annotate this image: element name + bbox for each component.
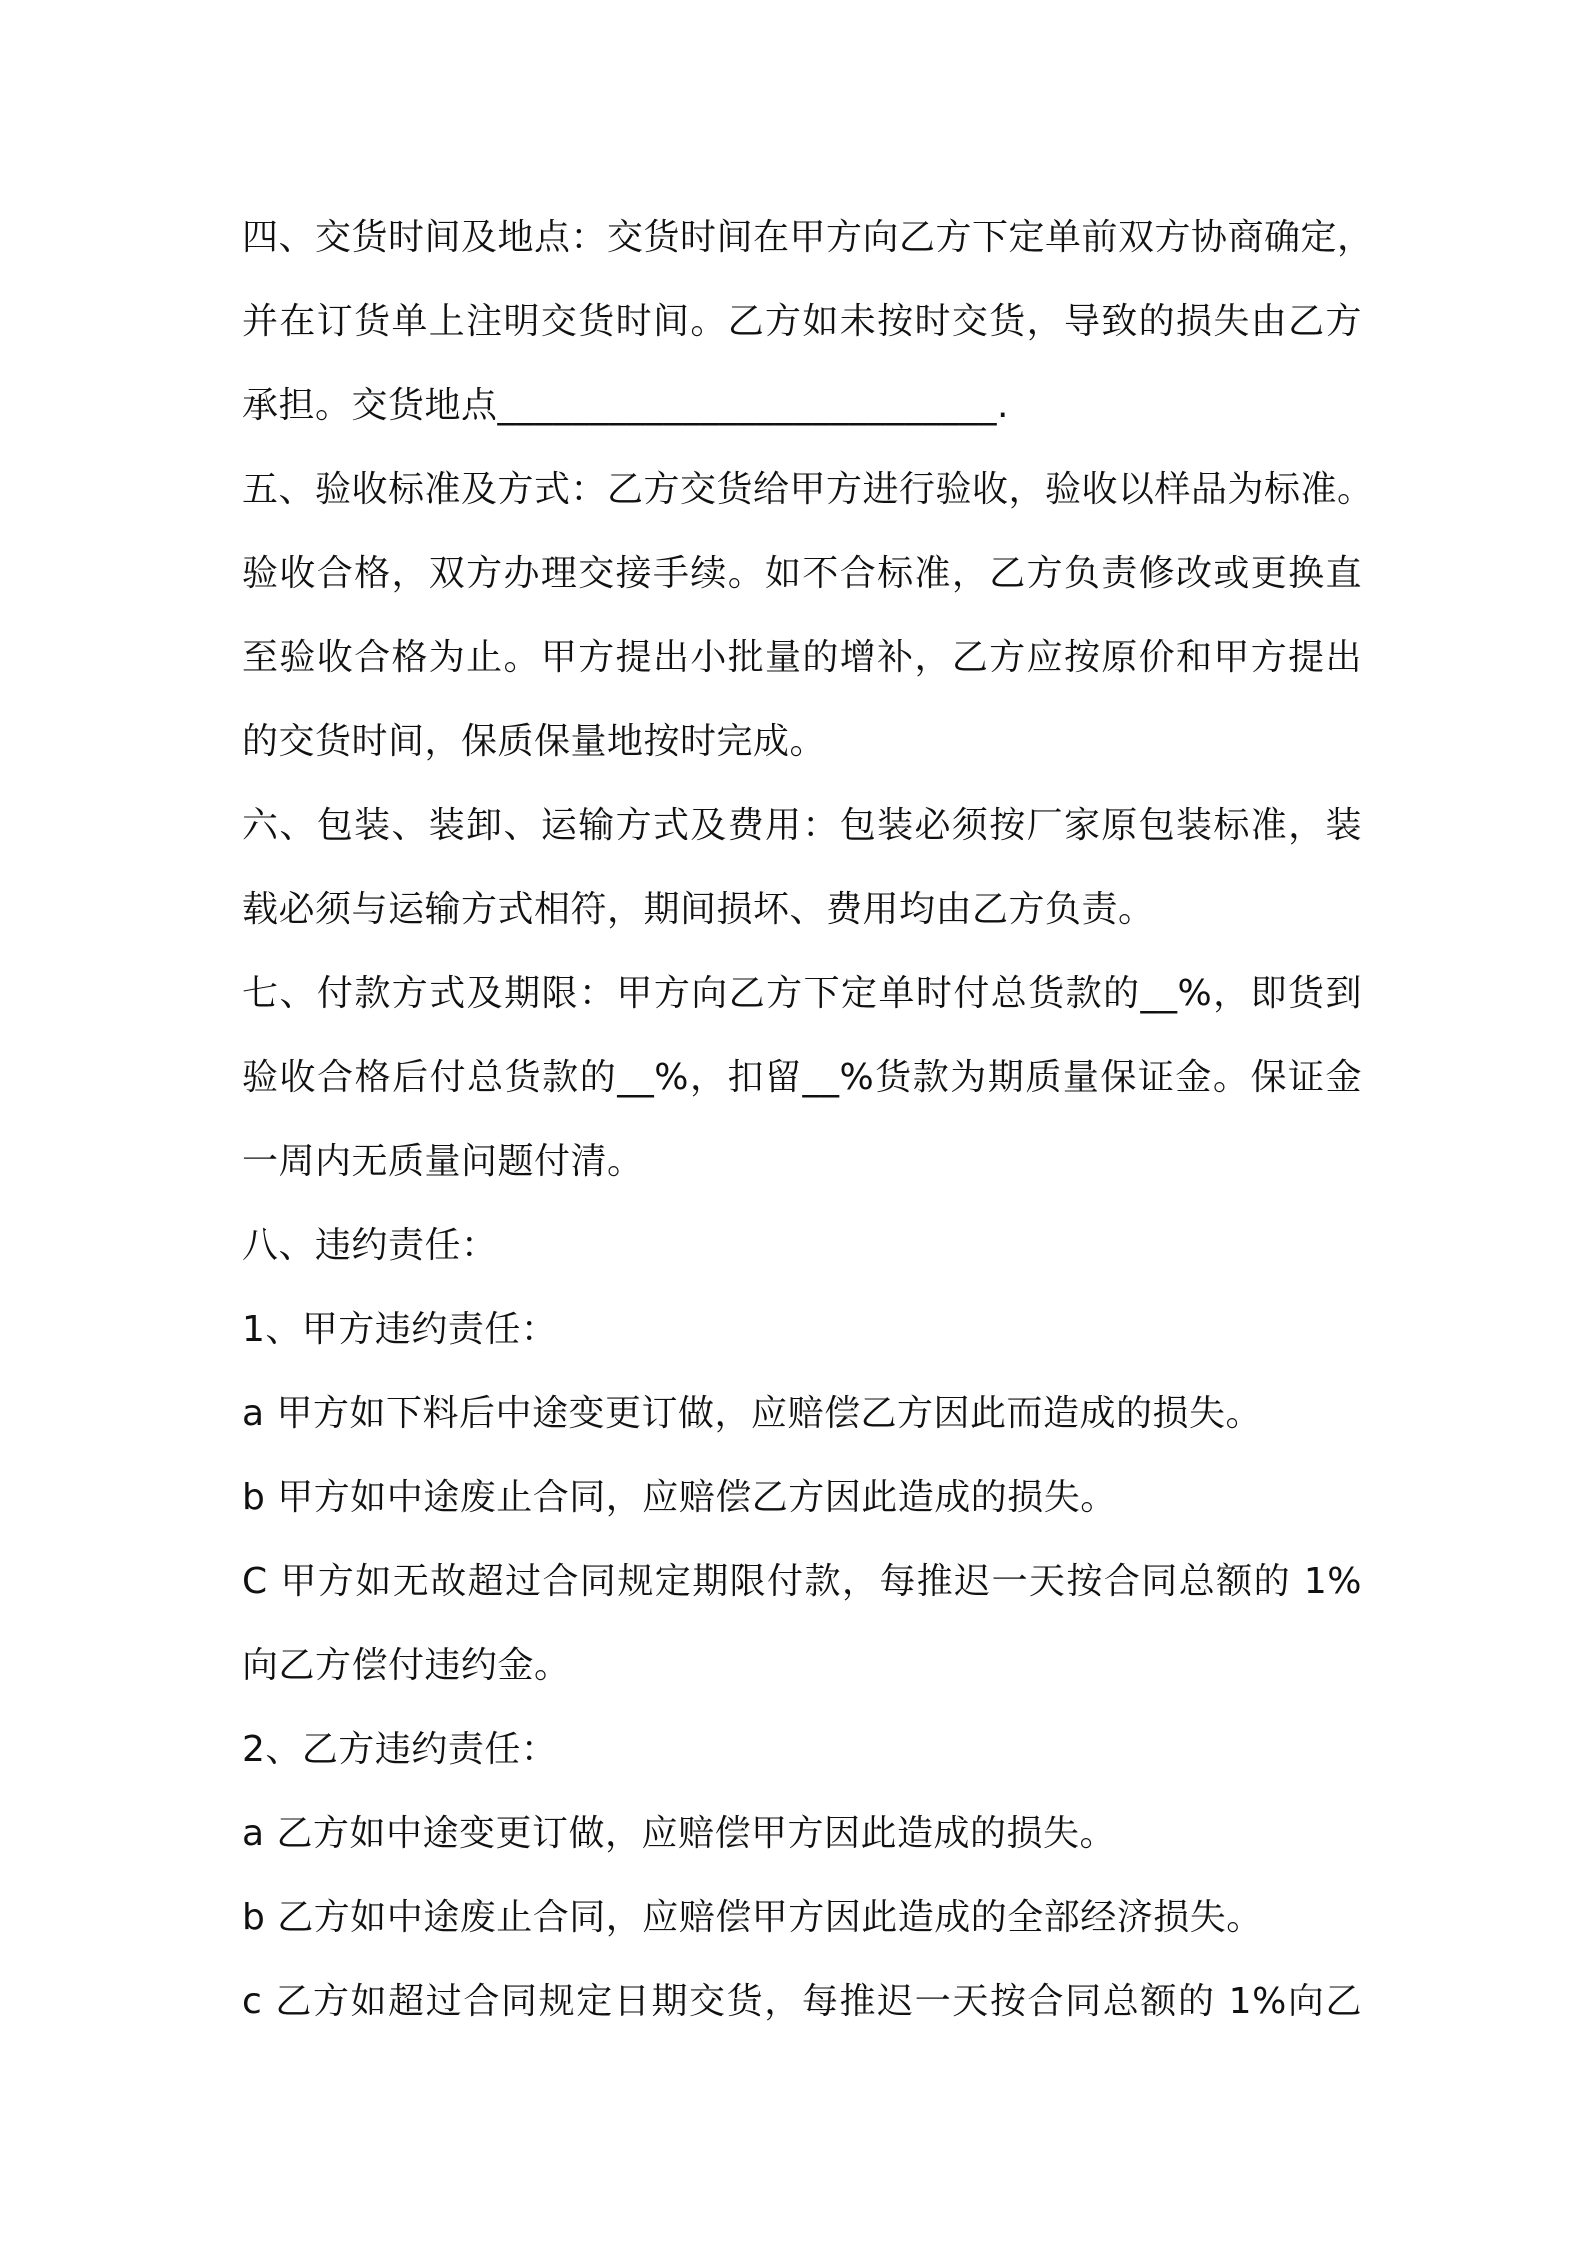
party-b-item-c-line-1: c 乙方如超过合同规定日期交货，每推迟一天按合同总额的 1%向乙 [242, 1981, 1362, 2022]
clause-7-line-1: 七、付款方式及期限：甲方向乙方下定单时付总货款的__%，即货到 [242, 973, 1362, 1014]
clause-4-line-1: 四、交货时间及地点：交货时间在甲方向乙方下定单前双方协商确定， [242, 217, 1374, 258]
clause-5-line-4: 的交货时间，保质保量地按时完成。 [242, 721, 827, 762]
party-a-item-c-line-2: 向乙方偿付违约金。 [242, 1645, 571, 1686]
clause-6-line-1: 六、包装、装卸、运输方式及费用：包装必须按厂家原包装标准，装 [242, 805, 1362, 846]
party-a-liability-heading: 1、甲方违约责任： [242, 1309, 558, 1350]
party-a-item-b: b 甲方如中途废止合同，应赔偿乙方因此造成的损失。 [242, 1477, 1117, 1518]
party-b-item-b: b 乙方如中途废止合同，应赔偿甲方因此造成的全部经济损失。 [242, 1897, 1263, 1938]
clause-5-line-3: 至验收合格为止。甲方提出小批量的增补，乙方应按原价和甲方提出 [242, 637, 1362, 678]
clause-6-line-2: 载必须与运输方式相符，期间损坏、费用均由乙方负责。 [242, 889, 1155, 930]
party-b-item-a: a 乙方如中途变更订做，应赔偿甲方因此造成的损失。 [242, 1813, 1117, 1854]
clause-5-line-2: 验收合格，双方办理交接手续。如不合标准，乙方负责修改或更换直 [242, 553, 1362, 594]
clause-8-heading: 八、违约责任： [242, 1225, 498, 1266]
clause-5-line-1: 五、验收标准及方式：乙方交货给甲方进行验收，验收以样品为标准。 [242, 469, 1374, 510]
clause-4-line-3: 承担。交货地点___________________________. [242, 385, 1009, 426]
party-a-item-c-line-1: C 甲方如无故超过合同规定期限付款，每推迟一天按合同总额的 1% [242, 1561, 1362, 1602]
contract-body [242, 196, 1374, 2044]
clause-7-line-3: 一周内无质量问题付清。 [242, 1141, 644, 1182]
party-b-liability-heading: 2、乙方违约责任： [242, 1729, 558, 1770]
clause-7-line-2: 验收合格后付总货款的__%，扣留__%货款为期质量保证金。保证金 [242, 1057, 1362, 1098]
clause-4-line-2: 并在订货单上注明交货时间。乙方如未按时交货，导致的损失由乙方 [242, 301, 1362, 342]
party-a-item-a: a 甲方如下料后中途变更订做，应赔偿乙方因此而造成的损失。 [242, 1393, 1263, 1434]
